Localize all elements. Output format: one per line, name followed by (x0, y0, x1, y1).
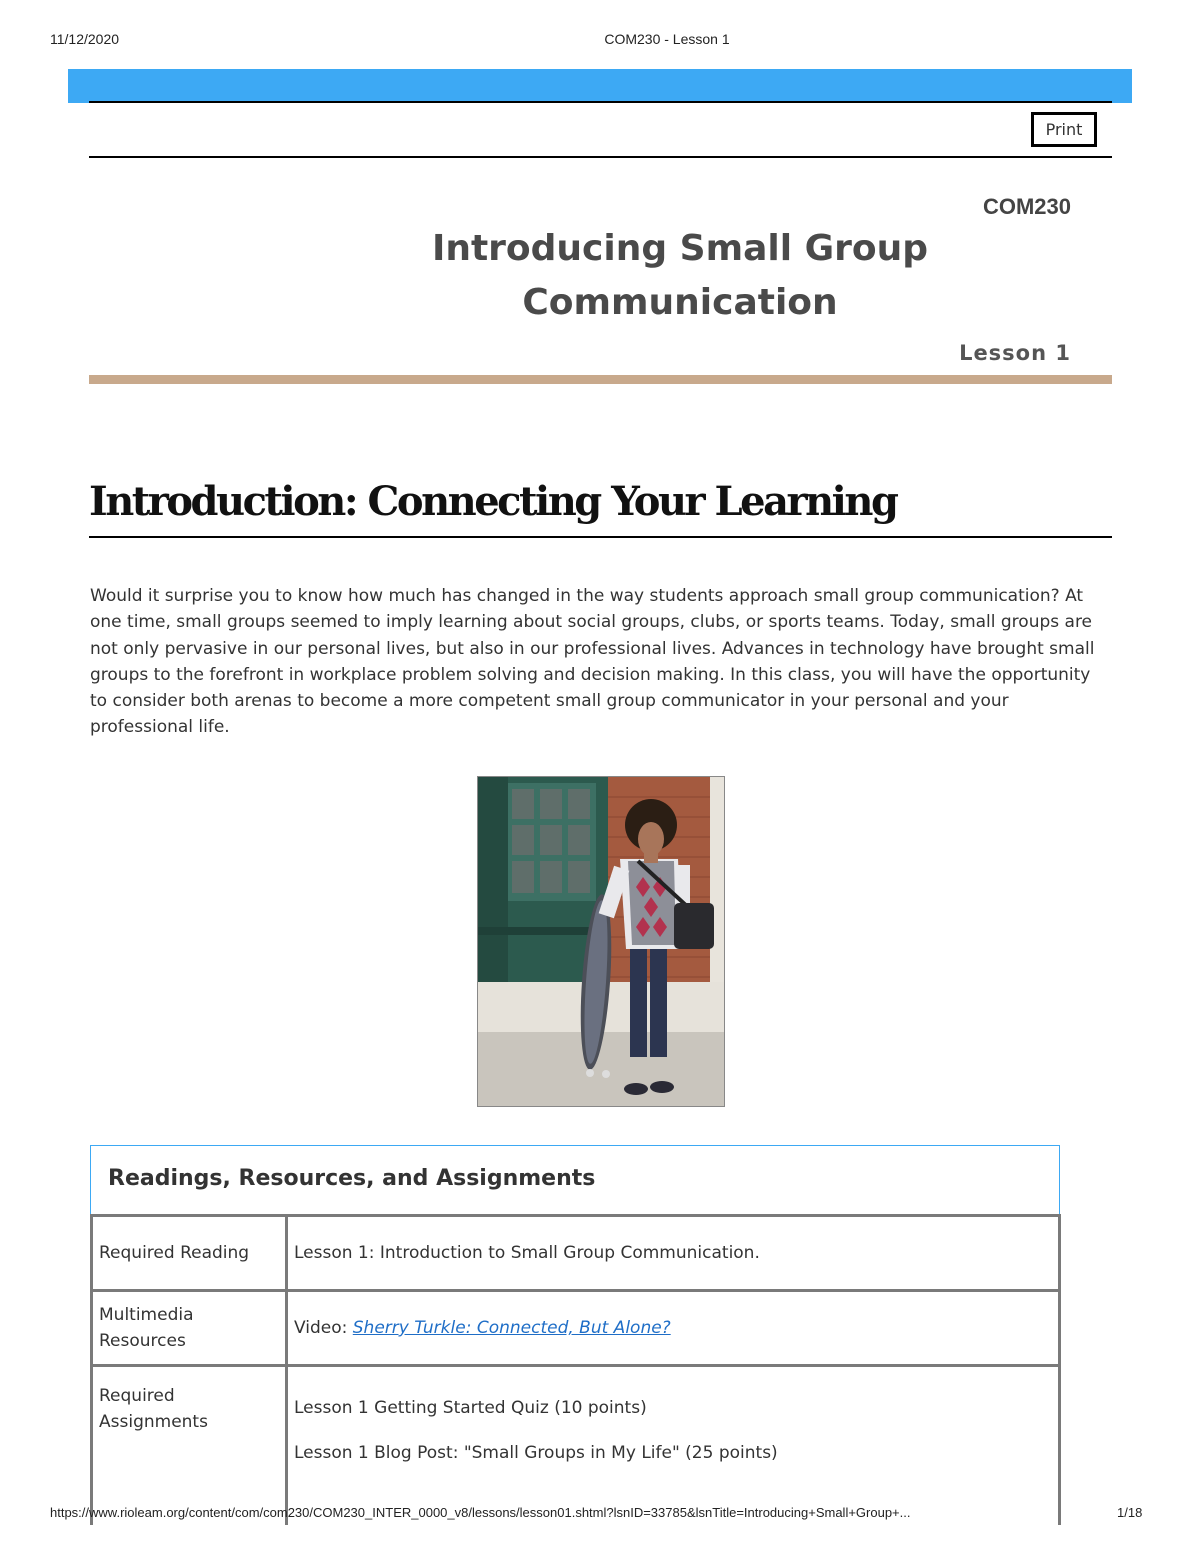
section-divider (89, 536, 1112, 538)
page-title-line2: Communication (522, 282, 838, 323)
top-divider (89, 101, 1112, 103)
table-row (92, 1216, 1060, 1291)
footer-url: https://www.rioleam.org/content/com/com230/COM230_INTER_0000_v8/lessons/lesson01.shtml?lsnID=33785&lsnTitle=Introducing+Small+Group+... (50, 1505, 911, 1520)
table-row (92, 1366, 1060, 1526)
video-link[interactable]: Sherry Turkle: Connected, But Alone? (352, 1318, 671, 1338)
assignment-item: Lesson 1 Getting Started Quiz (10 points) (294, 1398, 647, 1418)
footer-page-number: 1/18 (1117, 1505, 1143, 1520)
print-date: 11/12/2020 (50, 31, 120, 47)
section-heading: Introduction: Connecting Your Learning (89, 478, 897, 525)
resources-header (90, 1145, 1060, 1215)
page-title-line1: Introducing Small Group (431, 228, 929, 269)
top-blue-bar (68, 69, 1132, 103)
course-code: COM230 (982, 194, 1071, 219)
row-content (287, 1291, 1060, 1366)
video-prefix: Video: (294, 1318, 353, 1338)
row-content: Lesson 1: Introduction to Small Group Communication. (287, 1216, 1060, 1291)
print-button[interactable]: Print (1031, 112, 1097, 147)
print-doc-title: COM230 - Lesson 1 (604, 31, 730, 47)
page-title (330, 222, 1030, 330)
banner-accent-bar (89, 375, 1112, 384)
row-label: Required Assignments (92, 1366, 287, 1526)
row-content (287, 1366, 1060, 1526)
header-divider (89, 156, 1112, 158)
row-label: Multimedia Resources (92, 1291, 287, 1366)
lesson-label: Lesson 1 (959, 341, 1071, 365)
student-photo (477, 776, 725, 1107)
resources-heading: Readings, Resources, and Assignments (108, 1166, 596, 1191)
resources-table (90, 1214, 1061, 1525)
table-row (92, 1291, 1060, 1366)
assignment-item: Lesson 1 Blog Post: "Small Groups in My Life" (25 points) (294, 1443, 778, 1463)
row-label: Required Reading (92, 1216, 287, 1291)
intro-paragraph: Would it surprise you to know how much has changed in the way students approach small group communication? At one time, small groups seemed to imply learning about social groups, clubs, or sports teams. Today, small groups are not only pervasive in our personal lives, but also in our professional lives. Advances in technology have brought small groups to the forefront in workplace problem solving and decision making. In this class, you will have the opportunity to consider both arenas to become a more competent small group communicator in your personal and your professional life. (90, 586, 1095, 738)
